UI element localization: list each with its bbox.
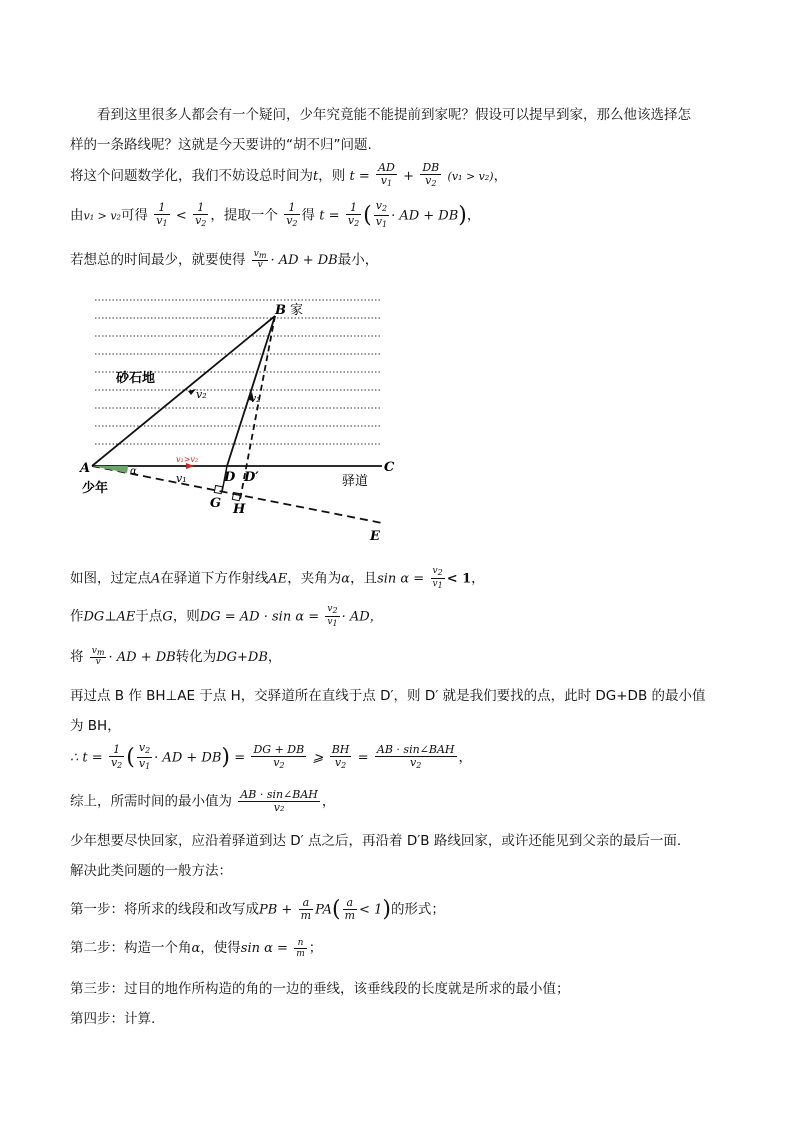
label-v1: v₁	[176, 472, 187, 485]
label-gravel: 砂石地	[116, 371, 156, 386]
formula-line-minimize: 若想总的时间最少，就要使得 $\frac{vm}{v}$ · AD + DB最小，	[70, 249, 379, 270]
label-youth: 少年	[82, 481, 109, 496]
fraction-db-v2: $\frac{DB}{v_2}$	[422, 161, 440, 188]
text-line-conclusion: 少年想要尽快回家，应沿着驿道到达 D′ 点之后，再沿着 D′B 路线回家，或许还能见到父亲的最后一面.	[70, 833, 682, 849]
arrow-v2	[188, 389, 196, 395]
label-home: 家	[290, 303, 304, 318]
label-v2-db: v₂	[250, 392, 261, 405]
formula-line-time: 将这个问题数学化，我们不妨设总时间为t，则 t = $\frac{AD}{v_1}$ + $\frac{DB}{v_2}$ (v₁ > v₂)，	[70, 161, 508, 188]
label-v2-ab: v₂	[196, 388, 207, 401]
formula-line-extract: 由v₁ > v₂可得 $\frac{1}{v_1}$ < $\frac{1}{v_2}$ ，提取一个 $\frac{1}{v_2}$ 得 t = $\frac{1}{v_2}$ ( $\frac{v_2}{v_1}$ · AD + DB)，	[70, 199, 481, 229]
label-h: H	[233, 502, 246, 517]
label-g: G	[210, 496, 222, 511]
text-line-bh-result: 为 BH，	[70, 718, 121, 734]
label-b: B	[275, 303, 286, 318]
diagram-hubugui	[70, 290, 410, 550]
step-2: 第二步：构造一个角α，使得sin α = $\frac{n}{m}$ ；	[70, 937, 323, 959]
right-angle-g	[214, 485, 222, 493]
label-speed-compare: v₁>v₂	[176, 455, 199, 464]
text-line-method-title: 解决此类问题的一般方法：	[70, 863, 232, 879]
intro-paragraph-line1: 看到这里很多人都会有一个疑问，少年究竟能不能提前到家呢？假设可以提早到家，那么他该选择怎	[97, 107, 691, 123]
label-a: A	[80, 461, 91, 476]
text-line-min-time: 综上，所需时间的最小值为 $\frac{\text{AB · sin∠BAH}}{\text{v₂}}$ ，	[70, 788, 336, 814]
label-d: D	[224, 470, 236, 485]
label-alpha: α	[130, 466, 137, 477]
label-e: E	[370, 529, 380, 544]
label-road: 驿道	[342, 474, 369, 489]
fraction-ad-v1: $\frac{AD}{v_1}$	[378, 161, 395, 188]
intro-paragraph-line2: 样的一条路线呢？这就是今天要讲的“胡不归”问题.	[70, 137, 372, 153]
step-1: 第一步：将所求的线段和改写成PB + $\frac{a}{m}$ PA( $\frac{a}{m}$ < 1)的形式；	[70, 896, 445, 922]
text-line-dg: 作DG⊥AE于点G，则DG = AD · sin α = $\frac{v2}{v1}$ · AD，	[70, 604, 383, 628]
text-line-convert: 将 $\frac{vm}{v}$ · AD + DB转化为DG+DB，	[70, 646, 282, 667]
formula-line-inequality: ∴ t = $\frac{1}{v_2}$ ( $\frac{v_2}{v_1}$ · AD + DB) = $\frac{DG + DB}{v_2}$ ⩾ $\frac{BH}{v_2}$ = $\frac{\text{AB · sin∠BAH}}{v_2}$ ，	[70, 741, 473, 771]
text-line-ray-ae: 如图，过定点A在驿道下方作射线AE，夹角为α，且sin α = $\frac{v2}{v1}$ < 1，	[70, 566, 485, 590]
step-4: 第四步：计算.	[70, 1011, 156, 1027]
angle-alpha-mark	[92, 466, 128, 473]
step-3: 第三步：过目的地作所构造的角的一边的垂线，该垂线段的长度就是所求的最小值；	[70, 981, 570, 997]
text-line-bh: 再过点 B 作 BH⊥AE 于点 H，交驿道所在直线于点 D′，则 D′ 就是我们要找的点，此时 DG+DB 的最小值	[70, 688, 706, 704]
label-c: C	[384, 460, 395, 475]
label-d-prime: D′	[244, 470, 259, 485]
